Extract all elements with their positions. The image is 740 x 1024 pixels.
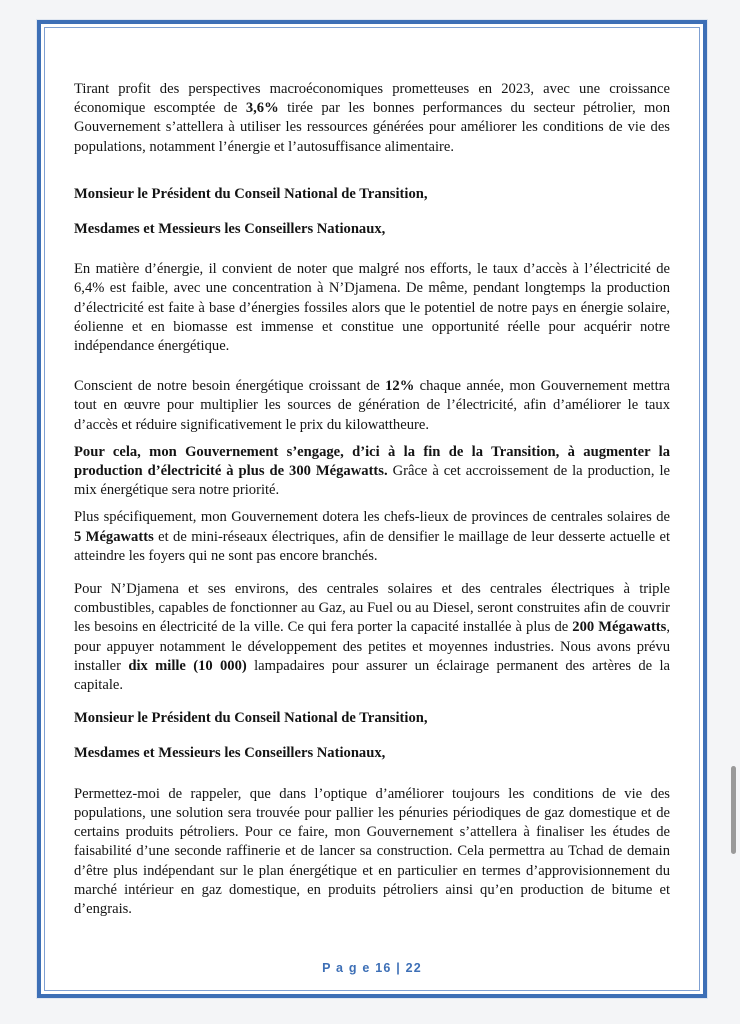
page-number: 16 bbox=[375, 961, 392, 975]
heading-councillors-2: Mesdames et Messieurs les Conseillers Nationaux, bbox=[74, 745, 386, 762]
scrollbar-thumb[interactable] bbox=[731, 766, 736, 854]
paragraph-refinery: Permettez-moi de rappeler, que dans l’optique d’améliorer toujours les conditions de vie des populations, une solution sera trouvée pour pallier les pénuries périodiques de gaz domestique et de certains produits pétroliers. Pour ce faire, mon Gouvernement s’attellera à finaliser les études de faisabilité d’une seconde raffinerie et de lancer sa construction. Cela permettra au Tchad de demain d’être plus indépendant sur le plan énergétique et en particulier en termes d’approvisionnement du marché intérieur en gaz domestique, en produits pétroliers ainsi qu’en production de bitume et d’engrais. bbox=[74, 785, 670, 917]
document-page bbox=[37, 20, 707, 998]
paragraph-provinces: Plus spécifiquement, mon Gouvernement dotera les chefs-lieux de provinces de centrales solaires de 5 Mégawatts et de mini-réseaux électriques, afin de densifier le maillage de leur desserte actuelle et atteindre les foyers qui ne sont pas encore branchés. bbox=[74, 509, 671, 564]
paragraph-ndjamena: Pour N’Djamena et ses environs, des centrales solaires et des centrales électriques à triple combustibles, capables de fonctionner au Gaz, au Fuel ou au Diesel, seront construites afin de couvrir les besoins en électricité de la ville. Ce qui fera porter la capacité installée à plus de 200 Mégawatts, pour appuyer notamment le développement des petites et moyennes industries. Nous avons prévu installer dix mille (10 000) lampadaires pour assurer un éclairage permanent des artères de la capitale. bbox=[74, 581, 670, 694]
paragraph-energy-need: Conscient de notre besoin énergétique croissant de 12% chaque année, mon Gouvernement mettra tout en œuvre pour multiplier les sources de génération de l’électricité, afin d’améliorer le taux d’accès et réduire significativement le prix du kilowattheure. bbox=[74, 378, 670, 433]
page-footer bbox=[41, 961, 703, 975]
heading-president-2: Monsieur le Président du Conseil National de Transition, bbox=[74, 710, 428, 727]
paragraph-commitment: Pour cela, mon Gouvernement s’engage, d’ici à la fin de la Transition, à augmenter la production d’électricité à plus de 300 Mégawatts. Grâce à cet accroissement de la production, le mix énergétique sera notre priorité. bbox=[74, 443, 670, 499]
paragraph-energy-access: En matière d’énergie, il convient de noter que malgré nos efforts, le taux d’accès à l’électricité de 6,4% est faible, avec une concentration à N’Djamena. De même, pendant longtemps la production d’électricité est faite à base d’énergies fossiles alors que le potentiel de notre pays en énergie solaire, éolienne et en biomasse est immense et constitue une opportunité réelle pour acquérir notre indépendance énergétique. bbox=[74, 261, 670, 355]
page-label: P a g e bbox=[322, 961, 371, 975]
heading-councillors: Mesdames et Messieurs les Conseillers Nationaux, bbox=[74, 221, 386, 238]
total-pages: 22 bbox=[405, 961, 422, 975]
paragraph-economic-outlook: Tirant profit des perspectives macroéconomiques prometteuses en 2023, avec une croissance économique escomptée de 3,6% tirée par les bonnes performances du secteur pétrolier, mon Gouvernement s’attellera à utiliser les ressources générées pour améliorer les conditions de vie des populations, notamment l’énergie et l’autosuffisance alimentaire. bbox=[74, 81, 671, 155]
heading-president: Monsieur le Président du Conseil National de Transition, bbox=[74, 185, 428, 202]
page-content bbox=[74, 80, 670, 919]
page-separator: | bbox=[396, 961, 401, 975]
